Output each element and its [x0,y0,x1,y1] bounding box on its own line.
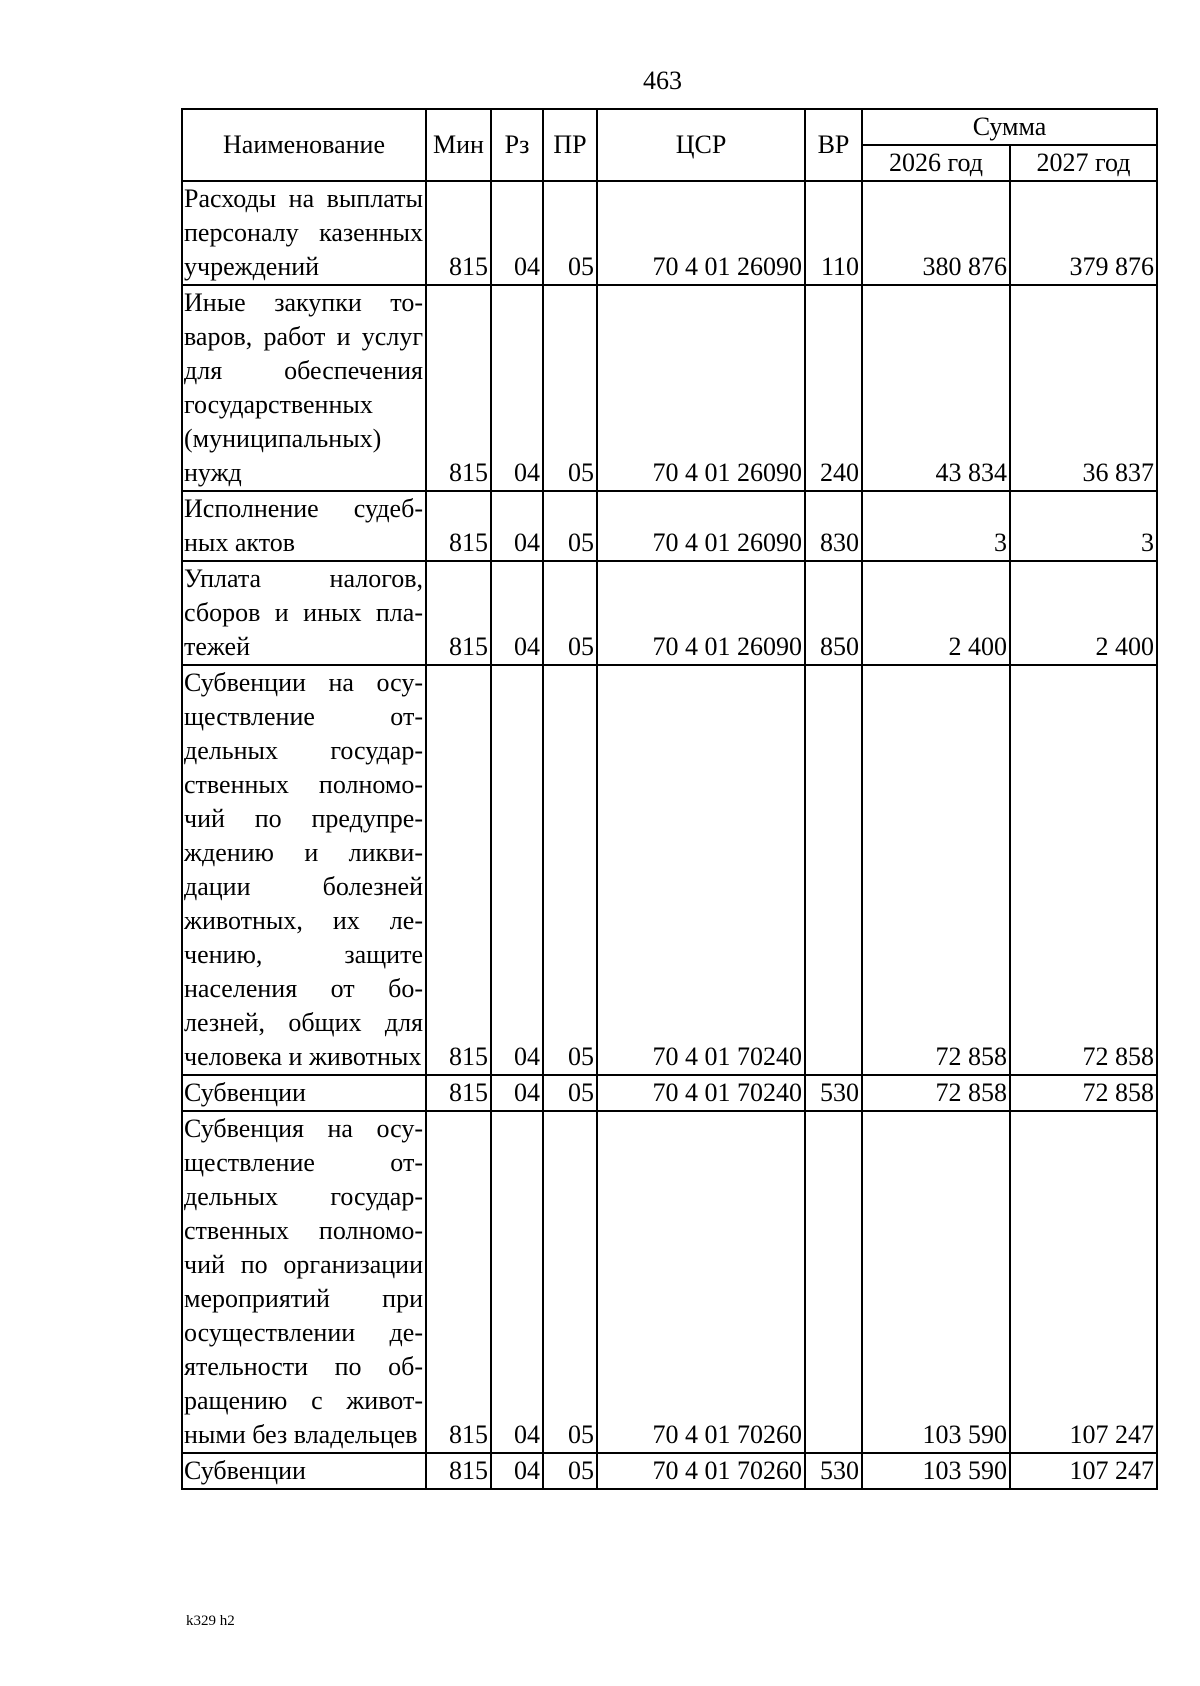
row-rz: 04 [491,561,543,665]
row-csr: 70 4 01 70240 [597,1075,805,1111]
header-pr: ПР [543,109,597,181]
row-amount-2026: 103 590 [862,1111,1010,1453]
row-min: 815 [426,561,491,665]
row-csr: 70 4 01 26090 [597,285,805,491]
row-rz: 04 [491,181,543,285]
budget-table [181,108,1158,1490]
row-name: Субвенции [182,1075,426,1111]
row-rz: 04 [491,1111,543,1453]
row-amount-2026: 72 858 [862,1075,1010,1111]
header-year-2027: 2027 год [1010,145,1157,181]
row-amount-2026: 43 834 [862,285,1010,491]
row-pr: 05 [543,181,597,285]
header-rz: Рз [491,109,543,181]
row-pr: 05 [543,285,597,491]
row-min: 815 [426,1111,491,1453]
row-csr: 70 4 01 26090 [597,491,805,561]
header-year-2026: 2026 год [862,145,1010,181]
row-vr: 110 [805,181,862,285]
row-min: 815 [426,181,491,285]
row-pr: 05 [543,1111,597,1453]
row-vr: 240 [805,285,862,491]
row-amount-2027: 72 858 [1010,665,1157,1075]
row-min: 815 [426,665,491,1075]
row-amount-2027: 107 247 [1010,1111,1157,1453]
row-vr: 830 [805,491,862,561]
row-vr: 530 [805,1453,862,1489]
row-pr: 05 [543,665,597,1075]
page-number: 463 [643,66,682,95]
row-amount-2027: 3 [1010,491,1157,561]
row-vr: 850 [805,561,862,665]
row-csr: 70 4 01 70240 [597,665,805,1075]
row-name: Уплата налогов, сборов и иных платежей [182,561,426,665]
row-csr: 70 4 01 26090 [597,181,805,285]
row-name: Исполнение судебных актов [182,491,426,561]
row-min: 815 [426,491,491,561]
row-amount-2027: 107 247 [1010,1453,1157,1489]
row-pr: 05 [543,491,597,561]
row-min: 815 [426,1453,491,1489]
row-min: 815 [426,285,491,491]
row-rz: 04 [491,1075,543,1111]
row-amount-2027: 379 876 [1010,181,1157,285]
row-name: Расходы на выплаты персоналу казенных учреждений [182,181,426,285]
header-sum: Сумма [862,109,1157,145]
table-row [182,491,1157,561]
row-amount-2026: 3 [862,491,1010,561]
header-csr: ЦСР [597,109,805,181]
footer-code: k329 h2 [186,1613,235,1629]
row-pr: 05 [543,561,597,665]
row-rz: 04 [491,665,543,1075]
header-min: Мин [426,109,491,181]
header-vr: ВР [805,109,862,181]
row-name: Субвенции на осуществление отдельных государственных полномочий по предупреждению и ликвидации болезней животных, их лечению, защите населения от болезней, общих для человека и животных [182,665,426,1075]
table-row [182,285,1157,491]
row-amount-2027: 72 858 [1010,1075,1157,1111]
row-amount-2026: 72 858 [862,665,1010,1075]
table-row [182,561,1157,665]
row-pr: 05 [543,1453,597,1489]
header-row [182,109,1157,145]
table-row [182,1111,1157,1453]
row-amount-2026: 2 400 [862,561,1010,665]
row-amount-2027: 2 400 [1010,561,1157,665]
row-csr: 70 4 01 70260 [597,1111,805,1453]
row-name: Субвенция на осуществление отдельных государственных полномочий по организации мероприятий при осуществлении деятельности по обращению с животными без владельцев [182,1111,426,1453]
row-vr [805,1111,862,1453]
table-row [182,1075,1157,1111]
row-vr: 530 [805,1075,862,1111]
row-amount-2026: 103 590 [862,1453,1010,1489]
row-min: 815 [426,1075,491,1111]
row-rz: 04 [491,491,543,561]
row-csr: 70 4 01 26090 [597,561,805,665]
row-pr: 05 [543,1075,597,1111]
header-name: Наименование [182,109,426,181]
row-name: Субвенции [182,1453,426,1489]
row-amount-2027: 36 837 [1010,285,1157,491]
row-amount-2026: 380 876 [862,181,1010,285]
table-row [182,1453,1157,1489]
row-vr [805,665,862,1075]
row-csr: 70 4 01 70260 [597,1453,805,1489]
table-row [182,665,1157,1075]
row-rz: 04 [491,1453,543,1489]
row-name: Иные закупки товаров, работ и услуг для обеспечения государственных (муниципальных) нужд [182,285,426,491]
row-rz: 04 [491,285,543,491]
table-row [182,181,1157,285]
